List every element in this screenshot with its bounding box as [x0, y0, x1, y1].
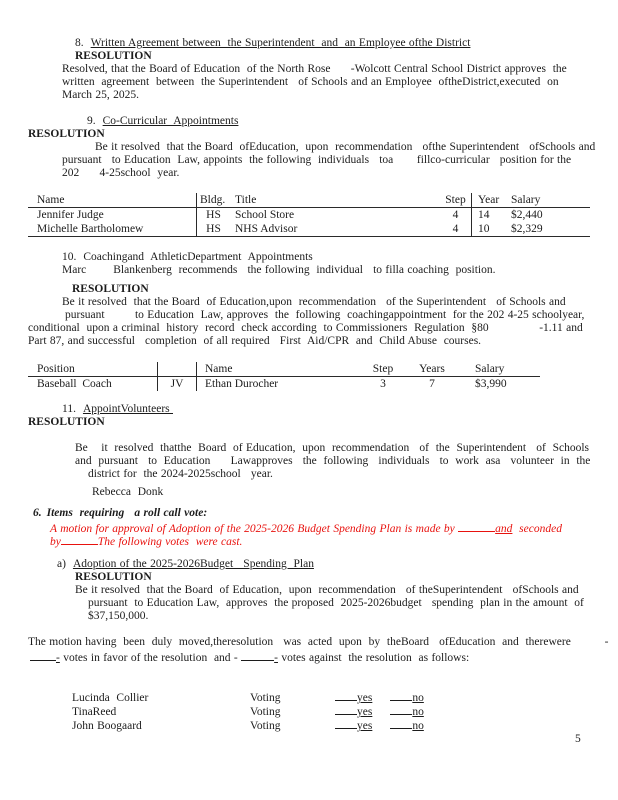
table2-cell-salary: $3,990: [475, 378, 507, 390]
table2-cell-step: 3: [380, 378, 386, 390]
votes-against-blank: [241, 649, 274, 661]
table1-header-step: Step: [440, 193, 472, 208]
table2-header-blank: [158, 362, 197, 377]
item-a-body-line: $37,150,000.: [88, 610, 149, 622]
motion-moved-text: -: [274, 652, 278, 664]
voting-label: Voting: [250, 706, 281, 718]
voter-name: John Boogaard: [72, 720, 142, 732]
no-label: no: [412, 706, 424, 718]
section-6-heading: [33, 507, 207, 520]
section-8-body-line: Resolved, that the Board of Education of the North Rose -Wolcott Central School District approves the: [62, 63, 567, 75]
table1-header-year: Year: [472, 193, 508, 208]
page-number: 5: [575, 733, 581, 745]
section-8-body-line: March 25, 2025.: [62, 89, 140, 101]
section-10-body-line: Part 87, and successful completion of all required First Aid/CPR and Child Abuse courses.: [28, 335, 482, 347]
motion-text: A motion for approval of Adoption of the 2025-2026 Budget Spending Plan is made by: [50, 523, 459, 535]
moved-by-blank: [458, 520, 495, 532]
seconded-by-blank: [61, 533, 98, 545]
table2-cell-position: Baseball Coach: [28, 377, 158, 391]
section-10-resolution-label: RESOLUTION: [72, 283, 149, 295]
section-11-body-line: Be it resolved thatthe Board of Education, upon recommendation of the Superintendent of Schools: [75, 442, 590, 454]
section-10-heading: [62, 251, 313, 264]
motion-text: The following votes were cast.: [97, 536, 243, 548]
voting-label: Voting: [250, 720, 281, 732]
voter-name: Lucinda Collier: [72, 692, 149, 704]
no-label: no: [412, 692, 424, 704]
motion-text-line-1: [50, 520, 562, 533]
motion-moved-text: votes against the resolution as follows:: [277, 652, 470, 664]
item-a-heading: [57, 558, 314, 571]
table1-cell-year: 10: [472, 222, 508, 237]
yes-label: yes: [357, 692, 373, 704]
motion-moved-line-2: [30, 649, 469, 662]
no-label: no: [412, 720, 424, 732]
table1-cell-step: 4: [440, 208, 472, 222]
table1-cell-title: NHS Advisor: [230, 222, 440, 237]
motion-moved-line-1: The motion having been duly moved,theresolution was acted upon by theBoard ofEducation and therewere -: [28, 636, 609, 648]
table2-header-step: Step: [358, 362, 408, 377]
table1-cell-salary: $2,440: [511, 209, 543, 221]
section-11-body-line: and pursuant to Education Lawapproves the following individuals to work asa volunteer in the: [75, 455, 591, 467]
section-11-title: AppointVolunteers: [82, 403, 173, 415]
section-9-heading: [87, 115, 238, 128]
section-10-body-line: conditional upon a criminal history record check according to Commissioners Regulation §80 -1.11 and: [28, 322, 583, 334]
yes-blank: [335, 717, 357, 729]
volunteer-name: Rebecca Donk: [92, 486, 164, 498]
voting-label: Voting: [250, 692, 281, 704]
yes-label: yes: [357, 706, 373, 718]
section-9-body-line: Be it resolved that the Board ofEducation, upon recommendation ofthe Superintendent ofSchools and: [95, 141, 596, 153]
section-8-number: 8.: [75, 37, 84, 49]
section-8-body-line: written agreement between the Superintendent of Schools and an Employee oftheDistrict,executed on: [62, 76, 559, 88]
motion-moved-text: -: [56, 652, 60, 664]
yes-blank: [335, 703, 357, 715]
section-9-number: 9.: [87, 115, 96, 127]
no-blank: [390, 717, 412, 729]
no-blank: [390, 703, 412, 715]
section-10-intro: Marc Blankenberg recommends the following individual to filla coaching position.: [62, 264, 496, 276]
table1-header-bldg: Bldg.: [197, 193, 230, 208]
motion-text: seconded: [512, 523, 562, 535]
table1-cell-name: Michelle Bartholomew: [28, 222, 197, 237]
co-curricular-appointments-table: [28, 193, 590, 237]
table1-cell-bldg: HS: [197, 222, 230, 237]
votes-in-favor-blank: [30, 649, 56, 661]
section-8-title: Written Agreement between the Superintendent and an Employee ofthe District: [90, 37, 471, 49]
section-10-body-line: Be it resolved that the Board of Education,upon recommendation of the Superintendent of Schools and: [62, 296, 566, 308]
yes-blank: [335, 689, 357, 701]
item-a-body-line: Be it resolved that the Board of Education, upon recommendation of theSuperintendent ofSchools and: [75, 584, 579, 596]
table2-cell-name: Ethan Durocher: [205, 378, 279, 390]
section-11-resolution-label: RESOLUTION: [28, 416, 105, 428]
table2-header-position: Position: [28, 362, 158, 377]
section-9-title: Co-Curricular Appointments: [102, 115, 239, 127]
coaching-appointment-table: [28, 362, 540, 391]
voting-row: [72, 703, 424, 716]
table1-cell-year: 14: [478, 209, 490, 221]
section-9-body-line: 202 4-25school year.: [62, 167, 180, 179]
section-6-title: Items requiring a roll call vote:: [46, 507, 208, 519]
motion-text: by: [50, 536, 61, 548]
item-a-body-line: pursuant to Education Law, approves the proposed 2025-2026budget spending plan in the amount of: [88, 597, 584, 609]
section-11-number: 11.: [62, 403, 76, 415]
motion-moved-text: votes in favor of the resolution and -: [59, 652, 242, 664]
section-8-heading: [75, 37, 470, 50]
table2-cell-level: JV: [158, 377, 197, 391]
item-a-resolution-label: RESOLUTION: [75, 571, 152, 583]
voter-name: TinaReed: [72, 706, 117, 718]
motion-text-line-2: [50, 533, 242, 546]
section-8-resolution-label: RESOLUTION: [75, 50, 152, 62]
table2-cell-years: 7: [429, 378, 435, 390]
no-blank: [390, 689, 412, 701]
motion-text: and: [495, 523, 513, 535]
section-10-body-line: pursuant to Education Law, approves the following coachingappointment for the 202 4-25 schoolyear,: [65, 309, 585, 321]
table2-header-salary: Salary: [456, 362, 540, 377]
table1-cell-step: 4: [440, 222, 472, 237]
table1-cell-title: School Store: [235, 209, 295, 221]
table2-header-name: Name: [197, 362, 358, 377]
section-10-title: Coachingand AthleticDepartment Appointments: [83, 251, 313, 263]
voting-row: [72, 689, 424, 702]
item-a-title: Adoption of the 2025-2026Budget Spending Plan: [72, 558, 314, 570]
section-11-body-line: district for the 2024-2025school year.: [88, 468, 273, 480]
table2-header-years: Years: [408, 362, 456, 377]
table1-cell-name: Jennifer Judge: [28, 208, 197, 222]
section-6-number: 6.: [33, 507, 42, 519]
table1-cell-bldg: HS: [206, 209, 221, 221]
item-a-number: a): [57, 558, 66, 570]
table1-header-salary: Salary: [508, 193, 590, 208]
section-11-heading: [62, 403, 173, 416]
section-9-body-line: pursuant to Education Law, appoints the following individuals toa fillco-curricular position for the: [62, 154, 572, 166]
voting-row: [72, 717, 424, 730]
section-10-number: 10.: [62, 251, 77, 263]
table1-cell-salary: $2,329: [508, 222, 590, 237]
yes-label: yes: [357, 720, 373, 732]
section-9-resolution-label: RESOLUTION: [28, 128, 105, 140]
table1-header-name: Name: [28, 193, 197, 208]
table1-header-title: Title: [230, 193, 440, 208]
